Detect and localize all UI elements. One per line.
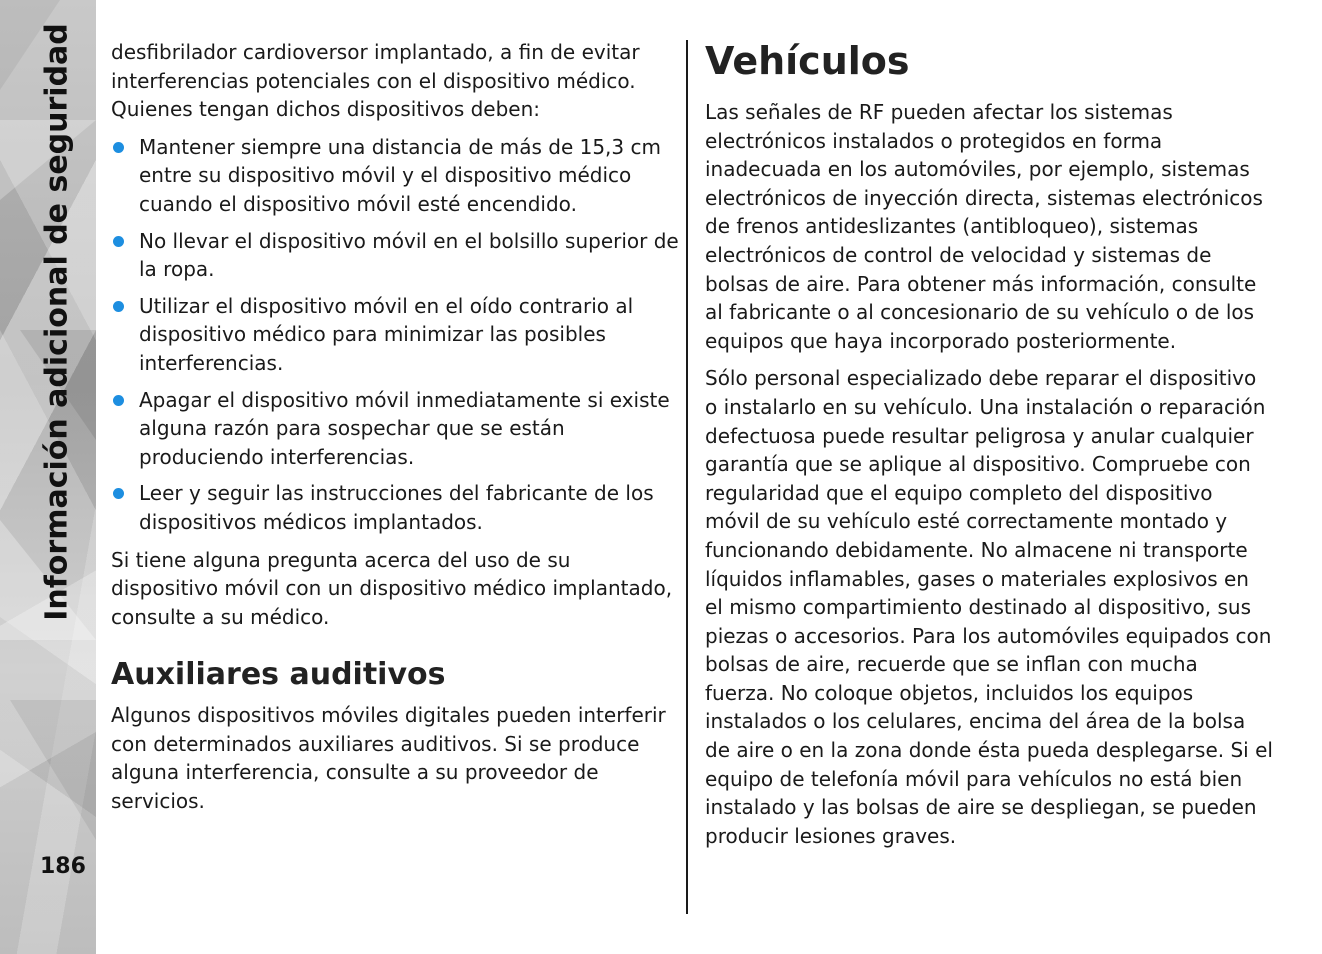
right-column bbox=[705, 38, 1273, 859]
sidebar-facet bbox=[10, 700, 96, 840]
bullet-list bbox=[111, 133, 679, 537]
section-paragraph: Algunos dispositivos móviles digitales pueden interferir con determinados auxiliares auditivos. Si se produce alguna interferencia, consulte a su proveedor de servicios. bbox=[111, 703, 666, 814]
list-item: Utilizar el dispositivo móvil en el oído contrario al dispositivo médico para minimizar las posibles interferencias. bbox=[111, 292, 679, 378]
chapter-title: Información adicional de seguridad bbox=[39, 23, 75, 621]
list-item: Leer y seguir las instrucciones del fabricante de los dispositivos médicos implantados. bbox=[111, 479, 679, 536]
list-item: Apagar el dispositivo móvil inmediatamente si existe alguna razón para sospechar que se están produciendo interferencias. bbox=[111, 386, 679, 472]
section-heading: Auxiliares auditivos bbox=[111, 657, 446, 693]
page-number: 186 bbox=[40, 854, 86, 879]
list-item: No llevar el dispositivo móvil en el bolsillo superior de la ropa. bbox=[111, 227, 679, 284]
sidebar-band bbox=[0, 0, 96, 954]
vehicles-paragraph-2: Sólo personal especializado debe reparar el dispositivo o instalarlo en su vehículo. Una instalación o reparación defectuosa puede resultar peligrosa y anular cualquier garantía que se aplique al dispositivo. Compruebe con regularidad que el equipo completo del dispositivo móvil de su vehículo esté correctamente montado y funcionando debidamente. No almacene ni transporte líquidos inflamables, gases o materiales explosivos en el mismo compartimiento destinado al dispositivo, sus piezas o accesorios. Para los automóviles equipados con bolsas de aire, recuerde que se inflan con mucha fuerza. No coloque objetos, incluidos los equipos instalados o los celulares, encima del área de la bolsa de aire o en la zona donde ésta pueda desplegarse. Si el equipo de telefonía móvil para vehículos no está bien instalado y las bolsas de aire se despliegan, se pueden producir lesiones graves. bbox=[705, 366, 1273, 848]
left-column bbox=[111, 38, 679, 825]
page-heading: Vehículos bbox=[705, 39, 910, 83]
list-item: Mantener siempre una distancia de más de 15,3 cm entre su dispositivo móvil y el dispositivo médico cuando el dispositivo móvil esté encendido. bbox=[111, 133, 679, 219]
closing-paragraph: Si tiene alguna pregunta acerca del uso de su dispositivo móvil con un dispositivo médico implantado, consulte a su médico. bbox=[111, 547, 673, 629]
vehicles-paragraph-1: Las señales de RF pueden afectar los sistemas electrónicos instalados o protegidos en forma inadecuada en los automóviles, por ejemplo, sistemas electrónicos de inyección directa, sistemas electrónicos de frenos antideslizantes (antibloqueo), sistemas electrónicos de control de velocidad y sistemas de bolsas de aire. Para obtener más información, consulte al fabricante o al concesionario de su vehículo o de los equipos que haya incorporado posteriormente. bbox=[705, 100, 1263, 353]
intro-paragraph: desfibrilador cardioversor implantado, a fin de evitar interferencias potenciales con el dispositivo médico. Quienes tengan dichos dispositivos deben: bbox=[111, 40, 640, 122]
column-divider bbox=[686, 40, 688, 914]
